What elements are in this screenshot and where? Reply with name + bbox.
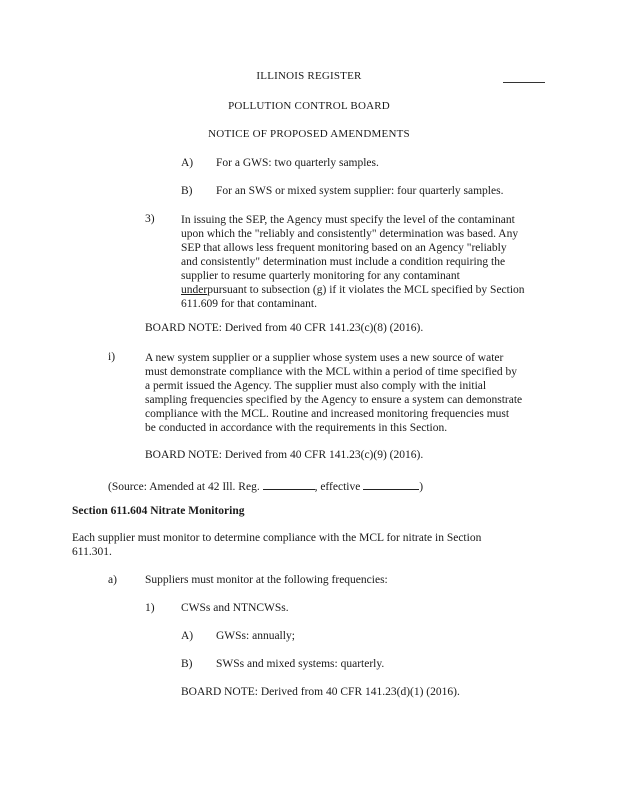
item-i-line: compliance with the MCL. Routine and increased monitoring frequencies must — [145, 408, 510, 420]
source-end: ) — [419, 481, 424, 493]
item-1b-text: SWSs and mixed systems: quarterly. — [216, 658, 385, 670]
item-a-text: For a GWS: two quarterly samples. — [216, 157, 379, 169]
board-note-2: BOARD NOTE: Derived from 40 CFR 141.23(c)(9) (2016). — [145, 449, 424, 461]
item-3-line: supplier to resume quarterly monitoring for any contaminant — [181, 270, 460, 282]
item-a-label: A) — [181, 157, 194, 169]
section-intro-line: Each supplier must monitor to determine compliance with the MCL for nitrate in Section — [72, 532, 482, 544]
effective-date-blank — [363, 479, 419, 490]
item-b-label: B) — [181, 185, 193, 197]
underlined-word: under — [181, 284, 208, 296]
item-3-label: 3) — [145, 213, 155, 225]
item-3-line: SEP that allows less frequent monitoring based on an Agency "reliably — [181, 242, 507, 254]
source-mid: , effective — [314, 481, 364, 493]
item-i-line: must demonstrate compliance with the MCL within a period of time specified by — [145, 366, 517, 378]
source-prefix: (Source: Amended at 42 Ill. Reg. — [108, 481, 263, 493]
subsection-a-text: Suppliers must monitor at the following frequencies: — [145, 574, 388, 586]
item-3-line — [181, 283, 551, 297]
item-1a-text: GWSs: annually; — [216, 630, 295, 642]
item-3-paragraph — [181, 213, 551, 311]
item-i-paragraph — [145, 351, 555, 435]
item-1a-label: A) — [181, 630, 194, 642]
item-1-label: 1) — [145, 602, 155, 614]
item-3-line-rest: pursuant to subsection (g) if it violates the MCL specified by Section — [207, 284, 525, 296]
item-3-line: upon which the "reliably and consistently" determination was based. Any — [181, 228, 519, 240]
board-title: POLLUTION CONTROL BOARD — [228, 100, 390, 112]
board-note-3: BOARD NOTE: Derived from 40 CFR 141.23(d)(1) (2016). — [181, 686, 460, 698]
section-intro-line: 611.301. — [72, 546, 112, 558]
notice-title: NOTICE OF PROPOSED AMENDMENTS — [208, 128, 410, 140]
item-3-line: In issuing the SEP, the Agency must specify the level of the contaminant — [181, 214, 515, 226]
item-3-line: and consistently" determination must include a condition requiring the — [181, 256, 506, 268]
item-i-line: sampling frequencies specified by the Agency to ensure a system can demonstrate — [145, 394, 523, 406]
source-line — [108, 479, 423, 493]
subsection-a-label: a) — [108, 574, 117, 586]
item-1b-label: B) — [181, 658, 193, 670]
section-intro — [72, 531, 532, 559]
item-i-line: be conducted in accordance with the requirements in this Section. — [145, 422, 448, 434]
item-i-label: i) — [108, 351, 116, 363]
item-b-text: For an SWS or mixed system supplier: four quarterly samples. — [216, 185, 504, 197]
item-i-line: A new system supplier or a supplier whose system uses a new source of water — [145, 352, 504, 364]
register-title: ILLINOIS REGISTER — [256, 70, 362, 82]
register-page-blank — [263, 479, 315, 490]
item-3-line: 611.609 for that contaminant. — [181, 298, 317, 310]
page-number-blank — [503, 82, 545, 83]
board-note-1: BOARD NOTE: Derived from 40 CFR 141.23(c)(8) (2016). — [145, 322, 424, 334]
section-heading: Section 611.604 Nitrate Monitoring — [72, 505, 245, 517]
item-1-text: CWSs and NTNCWSs. — [181, 602, 289, 614]
item-i-line: a permit issued the Agency. The supplier must also comply with the initial — [145, 380, 487, 392]
